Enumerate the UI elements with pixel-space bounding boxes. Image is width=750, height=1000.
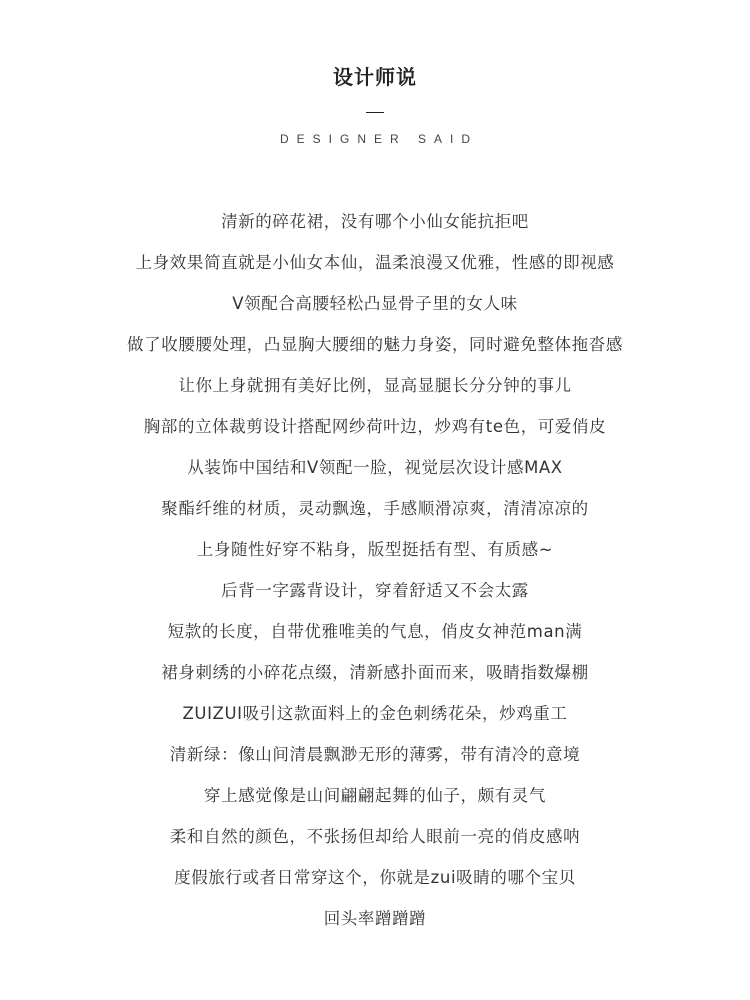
description-line: 回头率蹭蹭蹭 <box>323 909 427 928</box>
description-line: 做了收腰腰处理，凸显胸大腰细的魅力身姿，同时避免整体拖沓感 <box>127 335 623 354</box>
description-line: 上身随性好穿不粘身，版型挺括有型、有质感~ <box>196 540 554 559</box>
page-title: 设计师说 <box>333 65 417 89</box>
description-line: 度假旅行或者日常穿这个，你就是zui吸睛的哪个宝贝 <box>174 868 576 887</box>
description-line: 上身效果简直就是小仙女本仙，温柔浪漫又优雅，性感的即视感 <box>135 253 615 272</box>
description-line: 胸部的立体裁剪设计搭配网纱荷叶边，炒鸡有te色，可爱俏皮 <box>143 417 607 436</box>
description-line: 让你上身就拥有美好比例，显高显腿长分分钟的事儿 <box>178 376 572 395</box>
description-line: V领配合高腰轻松凸显骨子里的女人味 <box>232 294 518 313</box>
description-line: 裙身刺绣的小碎花点缀，清新感扑面而来，吸睛指数爆棚 <box>161 663 589 682</box>
description-line: 清新绿：像山间清晨飘渺无形的薄雾，带有清冷的意境 <box>169 745 581 764</box>
description-line: 短款的长度，自带优雅唯美的气息，俏皮女神范man满 <box>167 622 583 641</box>
page-subtitle: DESIGNER SAID <box>279 132 479 146</box>
description-line: ZUIZUI吸引这款面料上的金色刺绣花朵，炒鸡重工 <box>182 704 568 723</box>
description-text-block <box>0 201 750 939</box>
description-line: 清新的碎花裙，没有哪个小仙女能抗拒吧 <box>221 212 529 231</box>
description-line: 从装饰中国结和V领配一脸，视觉层次设计感MAX <box>187 458 563 477</box>
description-line: 穿上感觉像是山间翩翩起舞的仙子，颇有灵气 <box>204 786 546 805</box>
description-line: 后背一字露背设计，穿着舒适又不会太露 <box>221 581 529 600</box>
description-line: 聚酯纤维的材质，灵动飘逸，手感顺滑凉爽，清清凉凉的 <box>161 499 589 518</box>
title-divider <box>366 112 384 113</box>
description-line: 柔和自然的颜色，不张扬但却给人眼前一亮的俏皮感呐 <box>169 827 581 846</box>
